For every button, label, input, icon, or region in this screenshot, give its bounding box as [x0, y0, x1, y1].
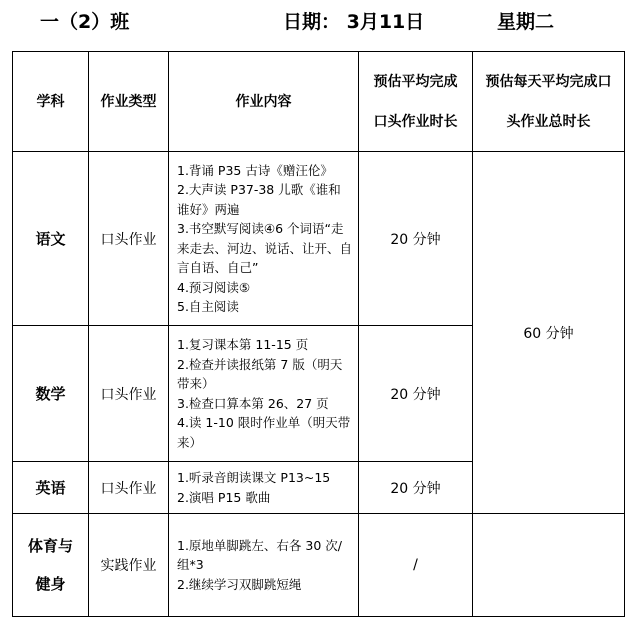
content-line: 3.书空默写阅读④6 个词语“走来走去、河边、说话、让开、自言自语、自己”: [177, 221, 353, 275]
empty-cell: [473, 514, 625, 617]
col-daily-total-line2: 头作业总时长: [506, 113, 591, 130]
content-line: 4.预习阅读⑤: [177, 279, 251, 295]
time-cell: 20 分钟: [359, 326, 473, 462]
content-line: 1.复习课本第 11-15 页: [177, 337, 309, 352]
content-line: 5.自主阅读: [177, 299, 239, 314]
subject-cell: 英语: [13, 462, 89, 514]
weekday-label: 星期二: [497, 11, 555, 33]
content-cell: [169, 152, 359, 326]
homework-table: [12, 51, 625, 617]
subject-line: 健身: [35, 575, 66, 593]
table-row: [13, 152, 625, 326]
col-subject: 学科: [13, 52, 89, 152]
col-avg-time-line2: 口头作业时长: [373, 113, 458, 130]
type-cell: 口头作业: [89, 152, 169, 326]
content-cell: [169, 514, 359, 617]
content-line: 1.背诵 P35 古诗《赠汪伦》: [177, 162, 333, 178]
time-cell: /: [359, 514, 473, 617]
col-content: 作业内容: [169, 52, 359, 152]
col-daily-total-line1: 预估每天平均完成口: [485, 73, 612, 90]
subject-cell: [13, 514, 89, 617]
header-row: [13, 52, 625, 152]
content-line: 2.继续学习双脚跳短绳: [177, 576, 302, 592]
content-line: 1.听录音朗读课文 P13~15: [177, 470, 331, 485]
date-label: 日期： 3月11日: [283, 11, 425, 33]
class-name: 一（2）班: [40, 11, 130, 33]
table-row: [13, 514, 625, 617]
time-cell: 20 分钟: [359, 152, 473, 326]
col-type: 作业类型: [89, 52, 169, 152]
content-line: 4.读 1-10 限时作业单（明天带来）: [177, 415, 351, 450]
type-cell: 实践作业: [89, 514, 169, 617]
type-cell: 口头作业: [89, 462, 169, 514]
type-cell: 口头作业: [89, 326, 169, 462]
time-cell: 20 分钟: [359, 462, 473, 514]
content-line: 2.演唱 P15 歌曲: [177, 489, 271, 505]
col-daily-total: [473, 52, 625, 152]
subject-cell: 语文: [13, 152, 89, 326]
content-line: 3.检查口算本第 26、27 页: [177, 395, 329, 411]
page-header: [0, 0, 636, 44]
col-avg-time-line1: 预估平均完成: [373, 73, 458, 90]
daily-total-cell: 60 分钟: [473, 152, 625, 514]
content-cell: [169, 462, 359, 514]
col-avg-time: [359, 52, 473, 152]
subject-line: 体育与: [27, 537, 73, 555]
content-cell: [169, 326, 359, 462]
content-line: 2.检查并读报纸第 7 版（明天带来）: [177, 356, 343, 391]
subject-cell: 数学: [13, 326, 89, 462]
content-line: 1.原地单脚跳左、右各 30 次/组*3: [177, 537, 342, 573]
content-line: 2.大声读 P37-38 儿歌《谁和谁好》两遍: [177, 182, 341, 217]
